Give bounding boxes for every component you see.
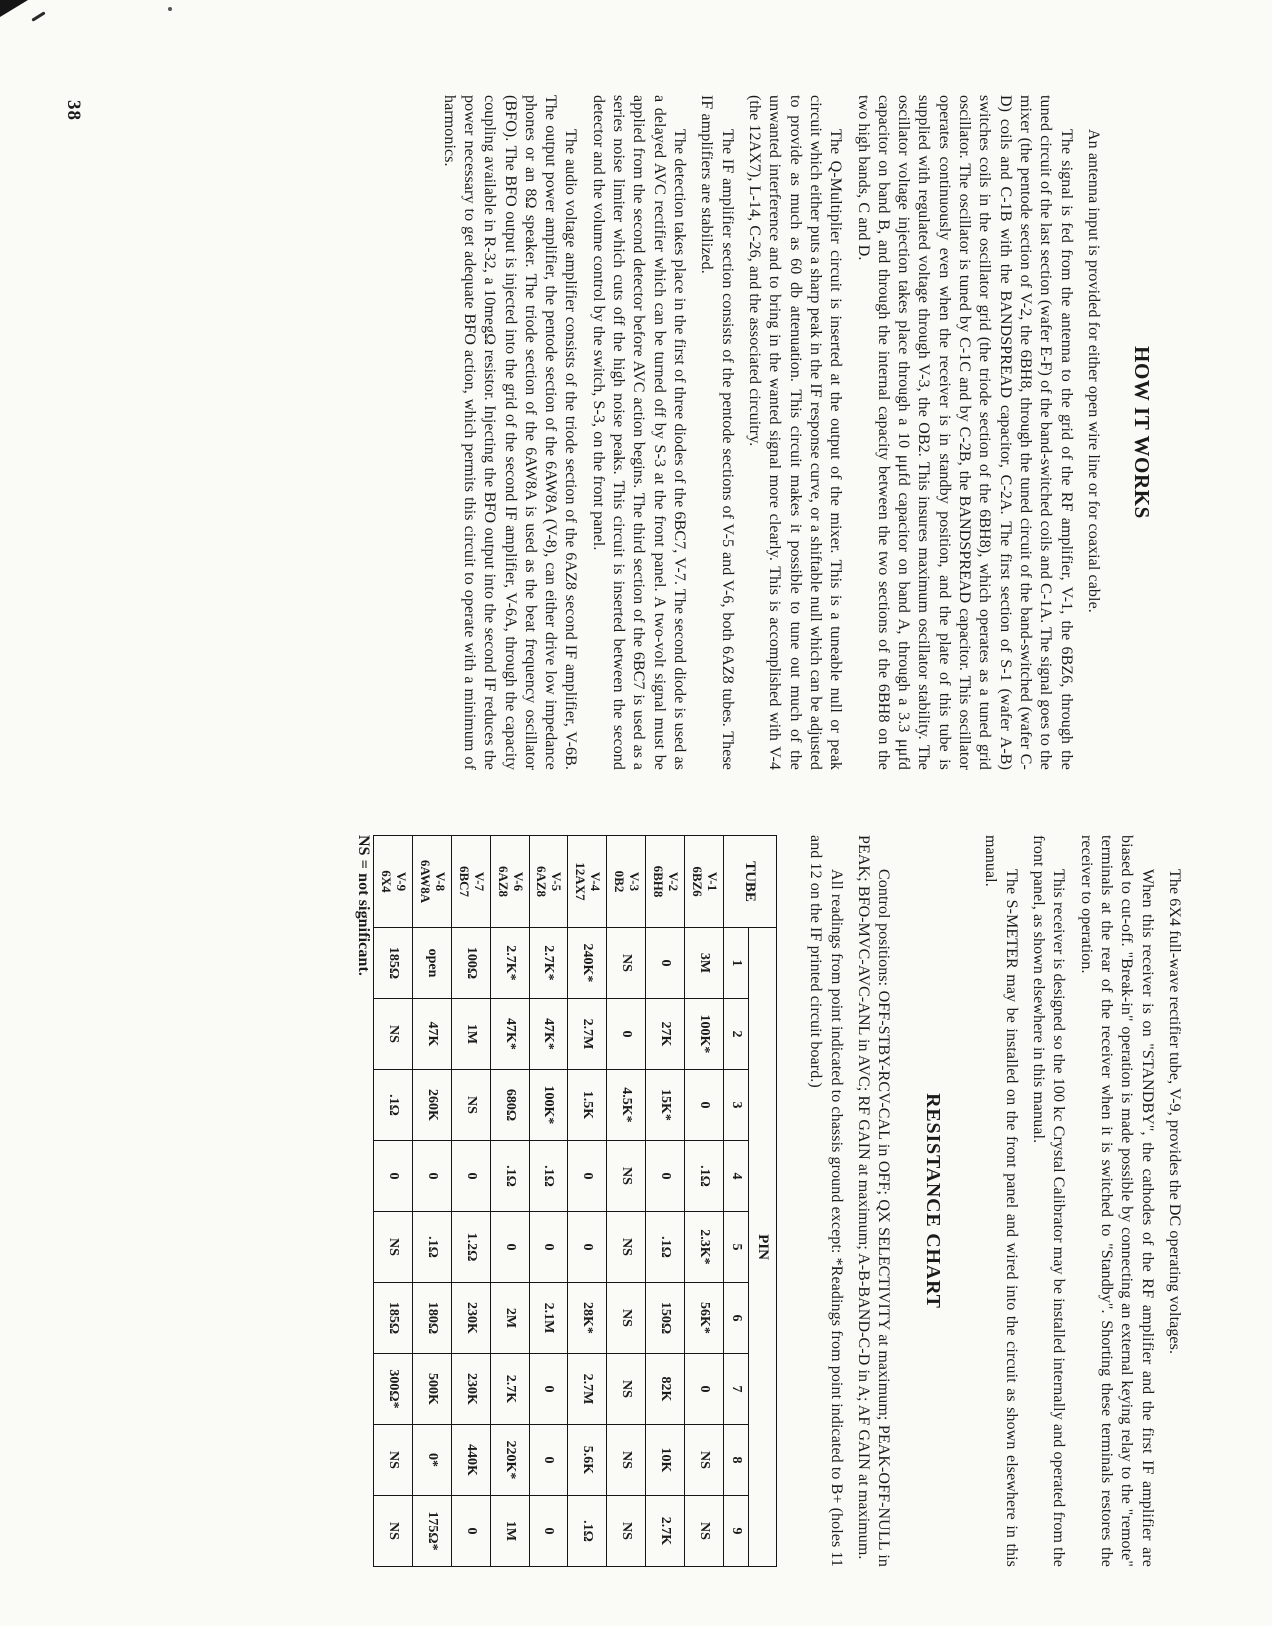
resistance-value-cell: 0 xyxy=(529,1496,568,1567)
resistance-table xyxy=(373,835,777,1567)
resistance-value-cell: 0 xyxy=(374,1141,413,1212)
table-row xyxy=(607,836,646,1567)
resistance-value-cell: 3M xyxy=(685,928,724,999)
resistance-value-cell: .1Ω xyxy=(685,1141,724,1212)
resistance-value-cell: 47K* xyxy=(490,999,529,1070)
resistance-value-cell: 0 xyxy=(529,1354,568,1425)
tube-name-cell: V-5 6AZ8 xyxy=(529,836,568,928)
resistance-value-cell: 56K* xyxy=(685,1283,724,1354)
article-paragraph: The detection takes place in the first of three diodes of the 6BC7, V-7. The second diode is used as a delayed AVC rectifier which can be turned off by S-3 at the front panel. A two-volt signal must be applied from the second detector before AVC action begins. The third section of the 6BC7 is used as a series noise limiter which cuts off the high noise peaks. This circuit is inserted between the second detector and the volume control by the switch, S-3, on the front panel. xyxy=(589,95,689,770)
resistance-value-cell: NS xyxy=(685,1496,724,1567)
section-paragraph: This receiver is designed so the 100 kc Crystal Calibrator may be installed internally and operated from the front panel, as shown elsewhere in this manual. xyxy=(1030,835,1068,1567)
pin-column-header: 4 xyxy=(723,1141,748,1212)
resistance-value-cell: 0 xyxy=(451,1496,490,1567)
resistance-value-cell: NS xyxy=(607,1354,646,1425)
resistance-value-cell: 2.7K xyxy=(646,1496,685,1567)
resistance-table-body xyxy=(374,836,724,1567)
resistance-value-cell: 0 xyxy=(685,1070,724,1141)
resistance-value-cell: 82K xyxy=(646,1354,685,1425)
resistance-value-cell: 100K* xyxy=(529,1070,568,1141)
tube-name-cell: V-9 6X4 xyxy=(374,836,413,928)
table-row xyxy=(646,836,685,1567)
resistance-value-cell: NS xyxy=(607,1425,646,1496)
resistance-value-cell: 4.5K* xyxy=(607,1070,646,1141)
resistance-value-cell: 0 xyxy=(412,1141,451,1212)
resistance-value-cell: NS xyxy=(607,1496,646,1567)
article-paragraph: The signal is fed from the antenna to the grid of the RF amplifier, V-1, the 6BZ6, through the tuned circuit of the last section (wafer E-F) of the band-switched coils and C-1A. The signal goes to the mixer (the pentode section of V-2, the 6BH8, through the tuned circuit of the band-switched (wafer C-D) coils and C-1B with the BANDSPREAD capacitor, C-2A. The first section of S-1 (wafer A-B) switches coils in the oscillator grid (the triode section of the 6BH8), which operates as a tuned grid oscillator. The oscillator is tuned by C-1C and by C-2B, the BANDSPREAD capacitor. This oscillator operates continuously even when the receiver is in standby position, and the plate of this tube is supplied with regulated voltage through V-3, the OB2. This insures maximum oscillator stability. The oscillator voltage injection takes place through a 10 μμfd capacitor on band A, through a 3.3 μμfd capacitor on band B, and through the internal capacity between the two sections of the 6BH8 on the two high bands, C and D. xyxy=(854,95,1075,770)
resistance-value-cell: 47K xyxy=(412,999,451,1070)
resistance-value-cell: 1M xyxy=(451,999,490,1070)
resistance-value-cell: .1Ω xyxy=(529,1141,568,1212)
table-row xyxy=(451,836,490,1567)
article-paragraph: The IF amplifier section consists of the pentode sections of V-5 and V-6, both 6AZ8 tubes. These IF amplifiers are stabilized. xyxy=(698,95,736,770)
resistance-value-cell: 47K* xyxy=(529,999,568,1070)
resistance-value-cell: NS xyxy=(374,999,413,1070)
resistance-value-cell: .1Ω xyxy=(374,1070,413,1141)
resistance-chart-column xyxy=(346,835,1184,1567)
resistance-value-cell: 260K xyxy=(412,1070,451,1141)
resistance-value-cell: .1Ω xyxy=(412,1212,451,1283)
resistance-value-cell: 2.7K xyxy=(490,1354,529,1425)
resistance-value-cell: 220K* xyxy=(490,1425,529,1496)
pin-column-header: 3 xyxy=(723,1070,748,1141)
resistance-value-cell: NS xyxy=(374,1425,413,1496)
resistance-value-cell: NS xyxy=(374,1496,413,1567)
article-paragraph: An antenna input is provided for either open wire line or for coaxial cable. xyxy=(1085,129,1102,613)
resistance-value-cell: 100Ω xyxy=(451,928,490,999)
tube-name-cell: V-7 6BC7 xyxy=(451,836,490,928)
resistance-value-cell: 185Ω xyxy=(374,1283,413,1354)
resistance-value-cell: 2M xyxy=(490,1283,529,1354)
article-title: HOW IT WORKS xyxy=(1130,346,1154,519)
resistance-value-cell: .1Ω xyxy=(490,1141,529,1212)
resistance-value-cell: 0 xyxy=(490,1212,529,1283)
resistance-value-cell: 0 xyxy=(529,1425,568,1496)
resistance-value-cell: 2.7K* xyxy=(490,928,529,999)
pin-column-header: 5 xyxy=(723,1212,748,1283)
resistance-value-cell: 0 xyxy=(646,928,685,999)
resistance-value-cell: 230K xyxy=(451,1354,490,1425)
resistance-value-cell: .1Ω xyxy=(568,1496,607,1567)
resistance-value-cell: 28K* xyxy=(568,1283,607,1354)
pin-column-header: 6 xyxy=(723,1283,748,1354)
resistance-value-cell: NS xyxy=(607,1283,646,1354)
resistance-value-cell: NS xyxy=(685,1425,724,1496)
resistance-value-cell: NS xyxy=(451,1070,490,1141)
resistance-value-cell: 2.1M xyxy=(529,1283,568,1354)
page-number: 38 xyxy=(63,100,84,121)
resistance-value-cell: 0 xyxy=(607,999,646,1070)
pin-number-row xyxy=(723,836,748,1567)
ns-note: NS = not significant. xyxy=(355,835,373,977)
resistance-value-cell: 2.3K* xyxy=(685,1212,724,1283)
resistance-value-cell: NS xyxy=(374,1212,413,1283)
control-positions-note: Control positions: OFF-STBY-RCV-CAL in OFF; QX SELECTIVITY at maximum; PEAK-OFF-NULL in PEAK; BFO-MVC-AVC-ANL in AVC; RF GAIN at maximum; A-B-BAND-C-D in A; AF GAIN at maximum. xyxy=(854,835,893,1567)
resistance-value-cell: 100K* xyxy=(685,999,724,1070)
resistance-value-cell: 0 xyxy=(451,1141,490,1212)
resistance-value-cell: 150Ω xyxy=(646,1283,685,1354)
resistance-value-cell: 680Ω xyxy=(490,1070,529,1141)
article-paragraph: The audio voltage amplifier consists of the triode section of the 6AZ8 second IF amplifier, V-6B. The output power amplifier, the pentode section of the 6AW8A (V-8), can either drive low impedance phones or an 8Ω speaker. The triode section of the 6AW8A is used as the beat frequency oscillator (BFO). The BFO output is injected into the grid of the second IF amplifier, V-6A, through the capacity coupling available in R-32, a 10megΩ resistor. Injecting the BFO output into the second IF reduces the power necessary to get adequate BFO action, which permits this circuit to operate with a minimum of harmonics. xyxy=(440,95,580,770)
table-header-row xyxy=(748,836,776,1567)
resistance-value-cell: NS xyxy=(607,1141,646,1212)
tube-name-cell: V-2 6BH8 xyxy=(646,836,685,928)
resistance-value-cell: 500K xyxy=(412,1354,451,1425)
tube-name-cell: V-3 0B2 xyxy=(607,836,646,928)
resistance-value-cell: 0 xyxy=(568,1141,607,1212)
table-row xyxy=(685,836,724,1567)
resistance-value-cell: NS xyxy=(607,928,646,999)
resistance-value-cell: 2.7M xyxy=(568,999,607,1070)
resistance-value-cell: 1.2Ω xyxy=(451,1212,490,1283)
pin-column-header: 8 xyxy=(723,1425,748,1496)
section-paragraph: The 6X4 full-wave rectifier tube, V-9, provides the DC operating voltages. xyxy=(1166,869,1183,1355)
tube-column-header: TUBE xyxy=(723,836,776,928)
pin-column-header: 1 xyxy=(723,928,748,999)
section-paragraph: When this receiver is on "STANDBY", the cathodes of the RF amplifier and the first IF amplifier are biased to cut-off. "Break-in" operation is made possible by connecting an external keying relay to the "remote" terminals at the rear of the receiver when it is switched to "Standby". Shorting these terminals restores the receiver to operation. xyxy=(1077,835,1156,1567)
resistance-value-cell: NS xyxy=(607,1212,646,1283)
tube-name-cell: V-8 6AW8A xyxy=(412,836,451,928)
resistance-value-cell: 0 xyxy=(646,1141,685,1212)
tube-name-cell: V-6 6AZ8 xyxy=(490,836,529,928)
resistance-value-cell: 175Ω* xyxy=(412,1496,451,1567)
resistance-value-cell: 15K* xyxy=(646,1070,685,1141)
pin-column-header: 9 xyxy=(723,1496,748,1567)
resistance-value-cell: 27K xyxy=(646,999,685,1070)
resistance-value-cell: 0* xyxy=(412,1425,451,1496)
resistance-value-cell: 0 xyxy=(529,1212,568,1283)
resistance-chart-heading: RESISTANCE CHART xyxy=(922,1093,945,1309)
section-paragraph: The S-METER may be installed on the front panel and wired into the circuit as shown elsewhere in this manual. xyxy=(982,835,1020,1567)
resistance-value-cell: 230K xyxy=(451,1283,490,1354)
resistance-value-cell: .1Ω xyxy=(646,1212,685,1283)
resistance-value-cell: 180Ω xyxy=(412,1283,451,1354)
table-row xyxy=(412,836,451,1567)
resistance-value-cell: 440K xyxy=(451,1425,490,1496)
resistance-value-cell: 2.7M xyxy=(568,1354,607,1425)
resistance-value-cell: 0 xyxy=(685,1354,724,1425)
table-row xyxy=(490,836,529,1567)
resistance-value-cell: 240K* xyxy=(568,928,607,999)
resistance-value-cell: 300Ω* xyxy=(374,1354,413,1425)
pin-column-header: 7 xyxy=(723,1354,748,1425)
resistance-value-cell: 0 xyxy=(568,1212,607,1283)
pin-span-header: PIN xyxy=(748,928,776,1567)
resistance-value-cell: 1M xyxy=(490,1496,529,1567)
tube-name-cell: V-1 6BZ6 xyxy=(685,836,724,928)
how-it-works-column xyxy=(431,95,1154,770)
table-row xyxy=(529,836,568,1567)
table-row xyxy=(568,836,607,1567)
resistance-value-cell: 2.7K* xyxy=(529,928,568,999)
pin-column-header: 2 xyxy=(723,999,748,1070)
resistance-value-cell: 185Ω xyxy=(374,928,413,999)
resistance-value-cell: 10K xyxy=(646,1425,685,1496)
tube-name-cell: V-4 12AX7 xyxy=(568,836,607,928)
readings-note: All readings from point indicated to chassis ground except: *Readings from point indicated to B+ (holes 11 and 12 on the IF printed circuit board.) xyxy=(807,835,845,1568)
resistance-value-cell: 5.6K xyxy=(568,1425,607,1496)
resistance-value-cell: 1.5K xyxy=(568,1070,607,1141)
table-row xyxy=(374,836,413,1567)
article-paragraph: The Q-Multiplier circuit is inserted at the output of the mixer. This is a tuneable null or peak circuit which either puts a sharp peak in the IF response curve, or a shiftable null which can be adjusted to provide as much as 60 db attenuation. This circuit makes it possible to tune out much of the unwanted interference and to bring in the wanted signal more clearly. This is accomplished with V-4 (the 12AX7), L-14, C-26, and the associated circuitry. xyxy=(746,95,845,770)
resistance-value-cell: open xyxy=(412,928,451,999)
